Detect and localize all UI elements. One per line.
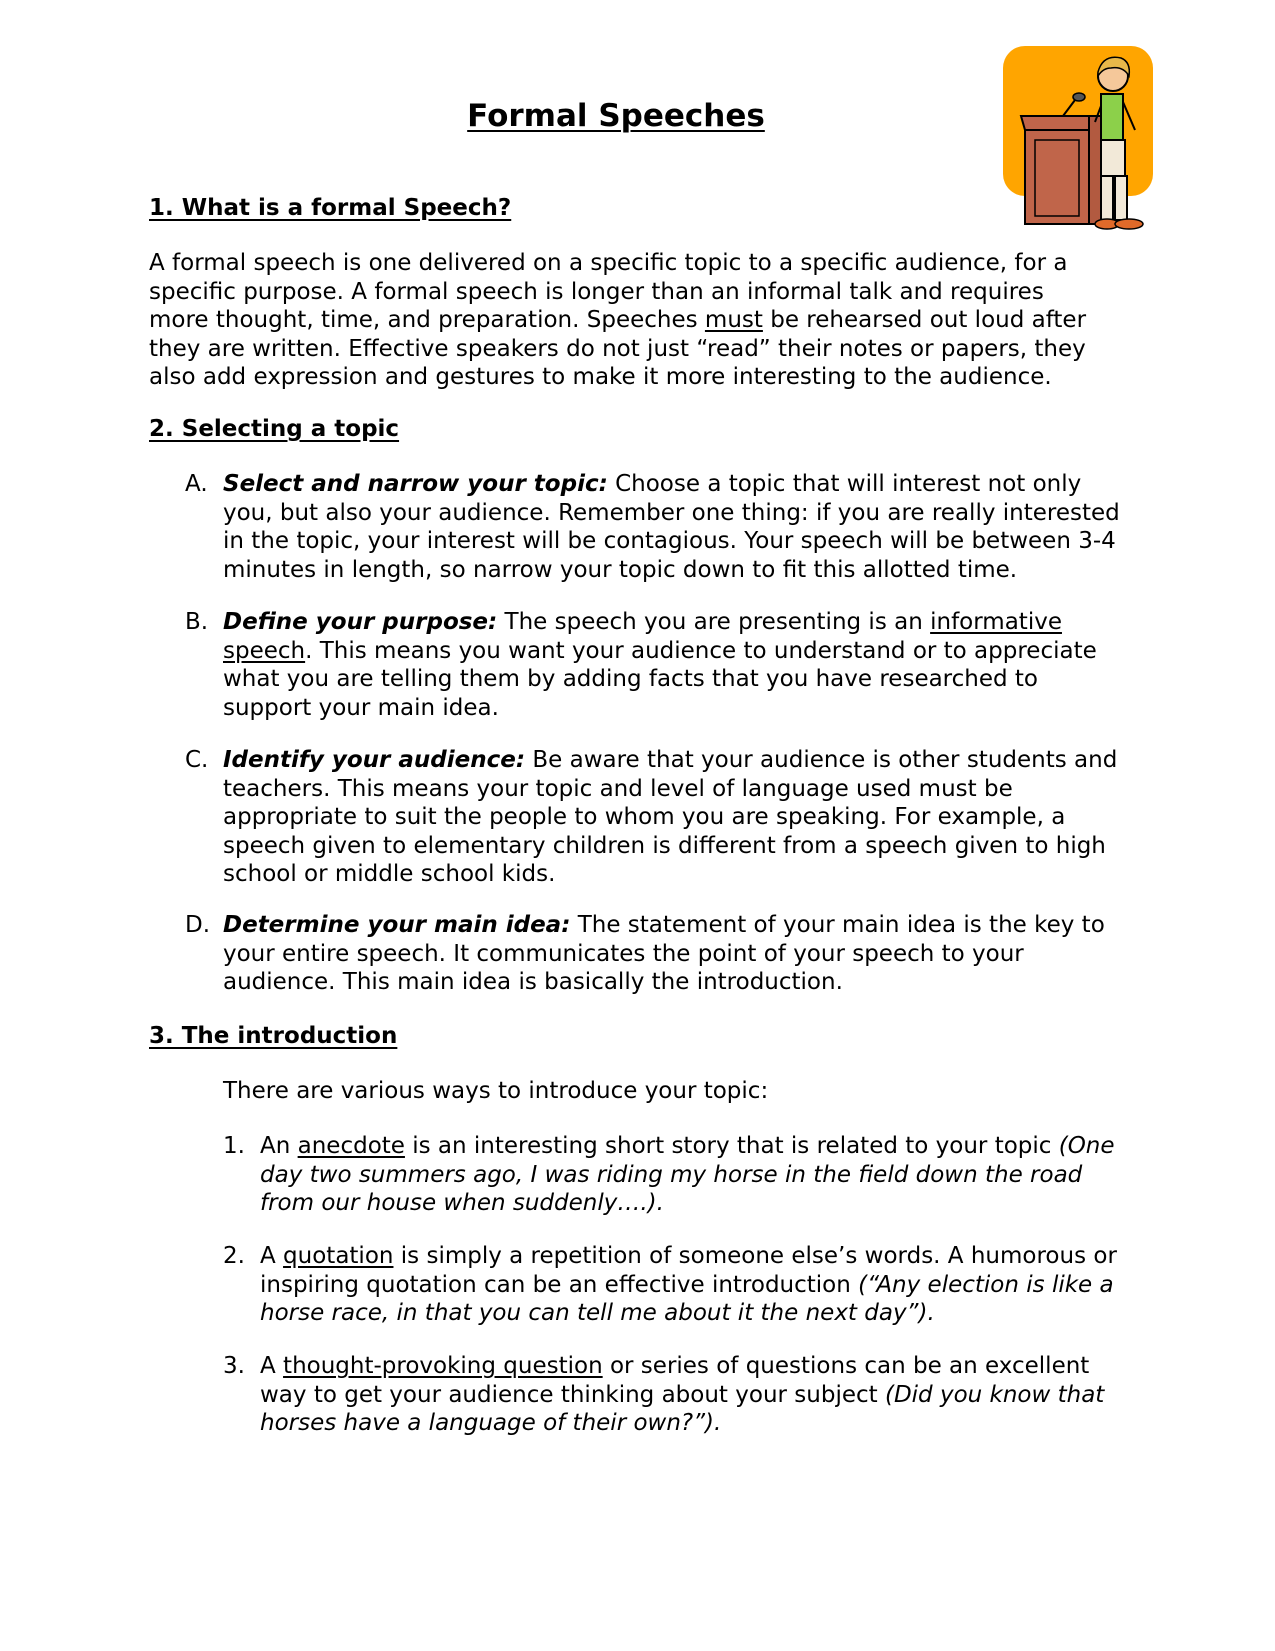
list-item-term: quotation: [283, 1243, 394, 1269]
list-item-text: [260, 1352, 1128, 1438]
list-item-term: anecdote: [297, 1133, 405, 1159]
section-heading: 3. The introduction: [149, 1023, 398, 1049]
list-marker: 1.: [223, 1133, 245, 1159]
list-item-desc: A: [260, 1353, 284, 1379]
list-item-text: [223, 911, 1128, 997]
list-item-term: Identify your audience:: [223, 747, 526, 773]
list-item-text: [260, 1132, 1128, 1218]
emphasis-must: must: [704, 307, 763, 333]
list-marker: D.: [185, 912, 211, 938]
list-marker: B.: [185, 609, 209, 635]
list-item-text: [260, 1242, 1128, 1328]
list-item-desc: A: [260, 1243, 284, 1269]
emphasis-informative-speech: informative speech: [223, 609, 1062, 664]
list-marker: 2.: [223, 1243, 245, 1269]
list-item-desc: is an interesting short story that is related to your topic: [404, 1133, 1059, 1159]
intro-paragraph: [149, 249, 1109, 392]
list-marker: 3.: [223, 1353, 245, 1379]
list-item-desc: The speech you are presenting is an: [497, 609, 931, 635]
list-item-desc: The statement of your main idea is the key to your entire speech. It communicates the point of your speech to your audience. This main idea is basically the introduction.: [223, 912, 1105, 995]
paragraph-text: be rehearsed out loud after they are written. Effective speakers do not just “read” their notes or papers, they also add expression and gestures to make it more interesting to the audience.: [149, 307, 1087, 390]
section-heading: 1. What is a formal Speech?: [149, 195, 512, 221]
list-item-desc: is simply a repetition of someone else’s words. A humorous or inspiring quotation can be an effective introduction: [260, 1243, 1117, 1298]
list-item-desc: An: [260, 1133, 298, 1159]
list-item-term: Select and narrow your topic:: [223, 471, 608, 497]
page-title: Formal Speeches: [467, 98, 765, 134]
list-item-term: Determine your main idea:: [223, 912, 571, 938]
list-marker: A.: [185, 471, 208, 497]
list-item-text: [223, 608, 1128, 722]
list-item-example: (Did you know that horses have a language of their own?”).: [260, 1381, 1105, 1436]
speaker-at-podium-icon: [1003, 46, 1163, 236]
section-heading: 2. Selecting a topic: [149, 416, 400, 442]
list-item-example: (One day two summers ago, I was riding my horse in the field down the road from our house when suddenly….).: [260, 1133, 1115, 1216]
list-item-desc: Be aware that your audience is other students and teachers. This means your topic and level of language used must be appropriate to suit the people to whom you are speaking. For example, a speech given to elementary children is different from a speech given to high school or middle school kids.: [223, 747, 1118, 887]
list-item-text: [223, 746, 1128, 889]
list-item-term: thought-provoking question: [283, 1353, 603, 1379]
list-item-desc: or series of questions can be an excellent way to get your audience thinking about your subject: [260, 1353, 1090, 1408]
paragraph-text: A formal speech is one delivered on a specific topic to a specific audience, for a specific purpose. A formal speech is longer than an informal talk and requires more thought, time, and preparation. Speeches: [149, 250, 1068, 333]
list-item-desc: Choose a topic that will interest not only you, but also your audience. Remember one thing: if you are really interested in the topic, your interest will be contagious. Your speech will be between 3-4 minutes in length, so narrow your topic down to fit this allotted time.: [223, 471, 1120, 583]
list-item-term: Define your purpose:: [223, 609, 498, 635]
section-lead: There are various ways to introduce your topic:: [223, 1078, 769, 1104]
list-item-desc: . This means you want your audience to understand or to appreciate what you are telling them by adding facts that you have researched to support your main idea.: [223, 637, 1097, 721]
list-item-text: [223, 470, 1128, 584]
list-item-example: (“Any election is like a horse race, in that you can tell me about it the next day”).: [260, 1271, 1114, 1326]
list-marker: C.: [185, 747, 209, 773]
